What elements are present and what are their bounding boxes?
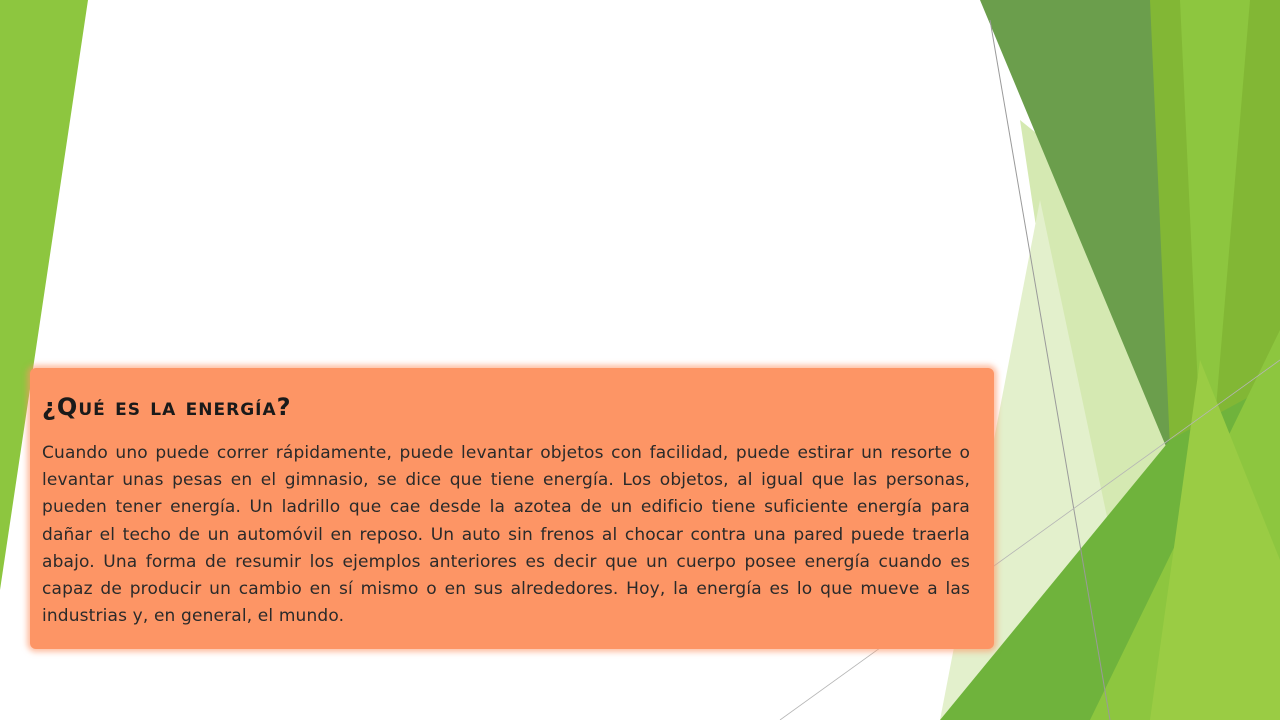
card-body: Cuando uno puede correr rápidamente, puede levantar objetos con facilidad, puede estirar un resorte o levantar unas pesas en el gimnasio, se dice que tiene energía. Los objetos, al igual que las personas, pueden tener energía. Un ladrillo que cae desde la azotea de un edificio tiene suficiente energía para dañar el techo de un automóvil en reposo. Un auto sin frenos al chocar contra una pared puede traerla abajo. Una forma de resumir los ejemplos anteriores es decir que un cuerpo posee energía cuando es capaz de producir un cambio en sí mismo o en sus alrededores. Hoy, la energía es lo que mueve a las industrias y, en general, el mundo.	[42, 443, 970, 627]
card-title: ¿Qué es la energía?	[42, 393, 292, 421]
energy-text-card	[30, 368, 994, 649]
